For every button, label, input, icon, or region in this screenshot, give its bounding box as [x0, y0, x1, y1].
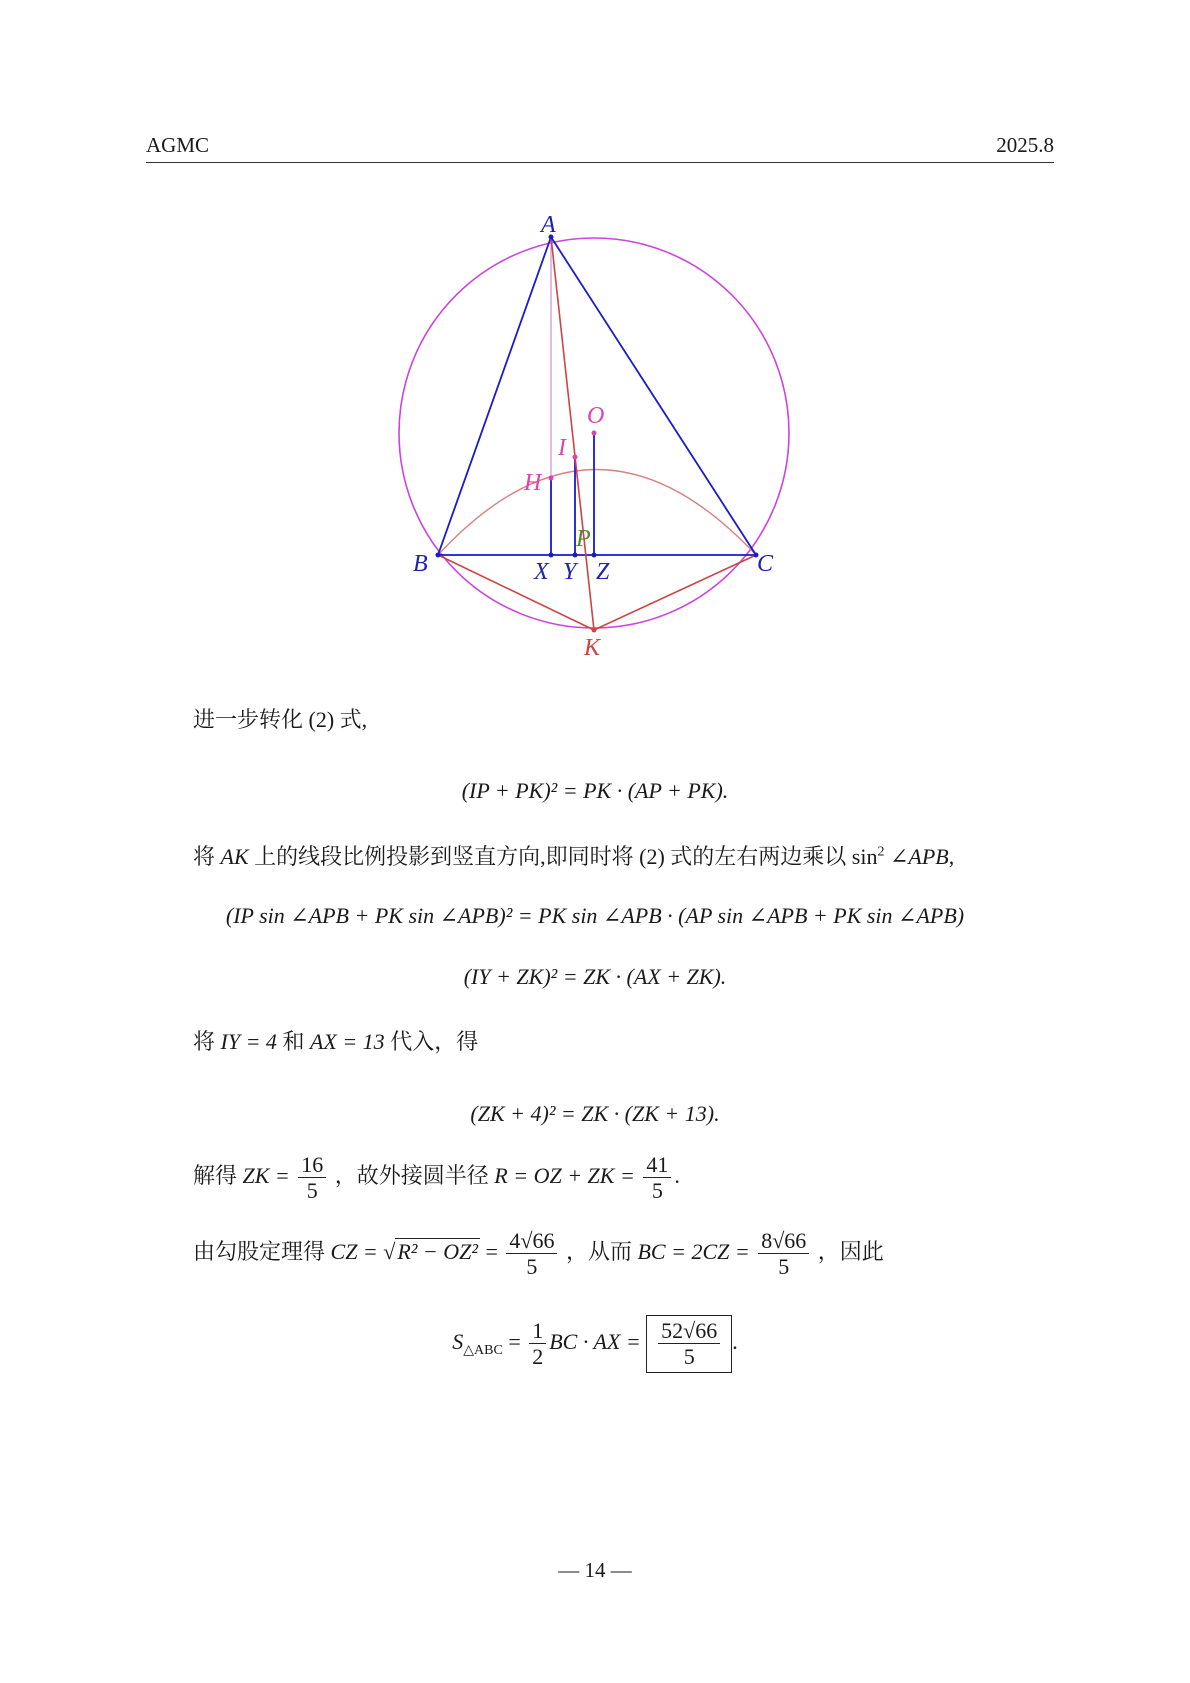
geometry-figure	[0, 0, 1190, 680]
label-h: H	[524, 470, 542, 496]
equation-4: (ZK + 4)² = ZK · (ZK + 13).	[470, 1101, 720, 1126]
para-2: 将 AK 上的线段比例投影到竖直方向,即同时将 (2) 式的左右两边乘以 $\sin^2$ ∠APB,	[193, 844, 955, 869]
para-3: 将 IY = 4 和 AX = 13 代入，得	[193, 1029, 479, 1054]
point-y	[573, 553, 578, 558]
boxed-answer: $\frac{52√66}{5}$	[646, 1315, 732, 1373]
label-c: C	[757, 551, 774, 577]
point-o	[592, 431, 597, 436]
label-x: X	[534, 559, 549, 585]
equation-1: (IP + PK)² = PK · (AP + PK).	[461, 778, 729, 803]
page-number: — 14 —	[558, 1558, 632, 1582]
header-left: AGMC	[146, 133, 210, 157]
label-p: P	[576, 526, 591, 552]
fraction-cz: $\frac{4√66}{5}$	[506, 1228, 557, 1280]
equation-3: (IY + ZK)² = ZK · (AX + ZK).	[463, 964, 727, 989]
segment-ck	[594, 555, 756, 630]
label-a: A	[541, 212, 556, 238]
label-y: Y	[563, 559, 577, 585]
equation-2: (IP sin ∠APB + PK sin ∠APB)² = PK sin ∠APB · (AP sin ∠APB + PK sin ∠APB)	[225, 903, 965, 928]
point-x	[549, 553, 554, 558]
point-z	[592, 553, 597, 558]
fraction-half: $\frac{1}{2}$	[529, 1318, 546, 1370]
fraction-zk: $\frac{16}{5}$	[298, 1152, 326, 1204]
label-b: B	[413, 551, 428, 577]
label-o: O	[587, 403, 605, 429]
equation-5: $S_{\triangle ABC}$ = $\frac{1}{2}$ BC · AX = $\frac{52√66}{5}$ .	[0, 1315, 1190, 1373]
label-k: K	[584, 635, 601, 661]
point-h	[549, 476, 554, 481]
label-i: I	[558, 435, 566, 461]
fraction-r: $\frac{41}{5}$	[643, 1152, 671, 1204]
point-k	[592, 628, 597, 633]
header-right: 2025.8	[996, 133, 1054, 157]
fraction-bc: $\frac{8√66}{5}$	[758, 1228, 809, 1280]
para-4: 解得 ZK = $\frac{16}{5}$ ，故外接圆半径 R = OZ + ZK = $\frac{41}{5}$ .	[193, 1152, 680, 1204]
label-z: Z	[596, 559, 610, 585]
para-5: 由勾股定理得 CZ = √R² − OZ² = $\frac{4√66}{5}$ ，从而 BC = 2CZ = $\frac{8√66}{5}$ ，因此	[193, 1228, 884, 1280]
triangle-abc	[438, 237, 756, 555]
point-b	[436, 553, 441, 558]
para-1: 进一步转化 (2) 式,	[193, 707, 368, 732]
point-i	[573, 455, 578, 460]
